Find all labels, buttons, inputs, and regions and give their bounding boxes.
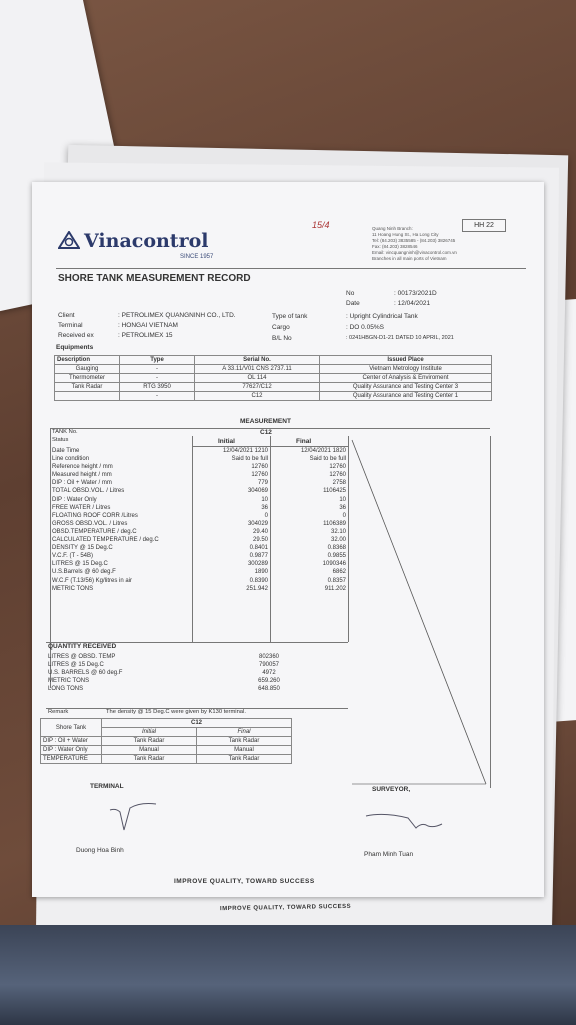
- equipments-row: [55, 365, 492, 374]
- equipments-table: [54, 355, 492, 401]
- quantity-labels: [48, 653, 122, 693]
- bl-label: B/L No: [272, 335, 292, 342]
- equipment-type: -: [120, 365, 195, 374]
- shore-tank-label: Shore Tank: [41, 719, 102, 737]
- equipment-type: -: [120, 392, 195, 401]
- measurement-row-label: CALCULATED TEMPERATURE / deg.C: [52, 537, 159, 544]
- equipments-row: [55, 383, 492, 392]
- quantity-values: [232, 653, 306, 693]
- measurement-row-label: DIP : Oil + Water / mm: [52, 480, 112, 487]
- status-label: Status: [52, 437, 69, 443]
- equipment-issued-place: Quality Assurance and Testing Center 3: [320, 383, 492, 392]
- vinacontrol-logo-icon: [58, 231, 80, 249]
- shore-row-label: TEMPERATURE: [41, 755, 102, 764]
- measurement-initial-value: 779: [257, 480, 268, 487]
- measurement-row-label: V.C.F. (T - 54B): [52, 553, 94, 560]
- no-value: : 00173/2021D: [394, 290, 437, 297]
- shore-row-label: DIP : Oil + Water: [41, 737, 102, 746]
- equipments-heading: Equipments: [56, 344, 94, 351]
- cargo-value: : DO 0.05%S: [346, 324, 384, 331]
- equipments-header-cell: Issued Place: [320, 356, 492, 365]
- equipment-issued-place: Center of Analysis & Enviroment: [320, 374, 492, 383]
- equipments-row: [55, 374, 492, 383]
- no-label: No: [346, 290, 355, 297]
- branch-line: Email: vincquangninh@vinacontrol.com.vn: [372, 250, 457, 255]
- unused-column-cross-lines: [350, 436, 490, 788]
- jeans-background: [0, 925, 576, 1025]
- measurement-initial-value: 36: [261, 504, 268, 511]
- terminal-signature-label: TERMINAL: [90, 783, 124, 790]
- type-label: Type of tank: [272, 313, 308, 320]
- measurement-col-divider-3: [348, 436, 349, 642]
- shore-tank-row: [41, 737, 292, 746]
- shore-row-final: Manual: [197, 746, 292, 755]
- measurement-row-label: FLOATING ROOF CORR /Litres: [52, 512, 138, 519]
- shore-final-header: Final: [197, 728, 292, 737]
- measurement-final-value: 6862: [332, 569, 346, 576]
- shore-row-initial: Tank Radar: [102, 737, 197, 746]
- measurement-final-value: 12/04/2021 1820: [300, 448, 346, 454]
- shore-tank-table: [40, 718, 292, 764]
- equipment-type: -: [120, 374, 195, 383]
- measurement-row-label: Date Time: [52, 448, 80, 454]
- measurement-initial-value: 251.942: [246, 585, 268, 592]
- measurement-final-value: 36: [339, 504, 346, 511]
- equipment-type: RTG 3950: [120, 383, 195, 392]
- measurement-final-value: 2758: [332, 480, 346, 487]
- measurement-initial-value: 0.9877: [249, 553, 268, 560]
- remark-text: The density @ 15 Deg.C were given by K130 terminal.: [106, 709, 246, 715]
- document-title: SHORE TANK MEASUREMENT RECORD: [58, 273, 251, 284]
- shore-row-initial: Tank Radar: [102, 755, 197, 764]
- header-divider: [56, 268, 526, 269]
- measurement-right-border: [490, 436, 491, 788]
- final-header: Final: [296, 438, 312, 445]
- measurement-col-divider-1: [192, 436, 193, 642]
- measurement-final-column: [272, 447, 346, 593]
- measurement-row-label: DENSITY @ 15 Deg.C: [52, 545, 113, 552]
- measurement-row-label: Line condition: [52, 456, 90, 463]
- measurement-initial-value: 304029: [247, 520, 268, 527]
- measurement-initial-value: 0.8390: [249, 577, 268, 584]
- measurement-final-value: 1106389: [323, 520, 346, 527]
- tank-no-value: C12: [260, 429, 272, 436]
- client-label: Client: [58, 312, 75, 319]
- equipments-row: [55, 392, 492, 401]
- surveyor-signature-label: SURVEYOR,: [372, 786, 411, 793]
- measurement-row-label: METRIC TONS: [52, 585, 94, 592]
- equipment-serial: C12: [195, 392, 320, 401]
- measurement-final-value: 0.9855: [327, 553, 346, 560]
- terminal-label: Terminal: [58, 322, 83, 329]
- form-code: HH 22: [462, 219, 506, 232]
- received-value: : PETROLIMEX 15: [118, 332, 173, 339]
- shore-tank-number: C12: [102, 719, 292, 728]
- branch-line: Quang Ninh Branch:: [372, 226, 413, 231]
- since-label: SINCE 1957: [180, 254, 214, 260]
- branch-info: [372, 226, 457, 262]
- shore-tank-header-row: [41, 719, 292, 728]
- measurement-final-value: 12760: [329, 464, 346, 471]
- measurement-final-value: 12760: [329, 472, 346, 479]
- measurement-initial-value: 12760: [251, 472, 268, 479]
- branch-line: Branches in all main ports of Vietnam: [372, 256, 447, 261]
- measurement-initial-value: 29.40: [252, 528, 268, 535]
- shore-tank-row: [41, 755, 292, 764]
- shore-row-initial: Manual: [102, 746, 197, 755]
- quantity-row-label: LITRES @ OBSD. TEMP: [48, 654, 116, 660]
- date-value: : 12/04/2021: [394, 300, 431, 307]
- quantity-row-value: 659.260: [258, 678, 280, 685]
- shore-initial-header: Initial: [102, 728, 197, 737]
- measurement-final-value: 911.202: [324, 585, 346, 592]
- equipment-description: Thermometer: [55, 374, 120, 383]
- quantity-row-label: METRIC TONS: [48, 678, 90, 685]
- equipment-description: Tank Radar: [55, 383, 120, 392]
- shore-row-final: Tank Radar: [197, 737, 292, 746]
- equipments-header-cell: Type: [120, 356, 195, 365]
- brand-name: Vinacontrol: [84, 230, 209, 252]
- measurement-initial-value: 12760: [251, 464, 268, 471]
- measurement-final-value: 10: [339, 496, 346, 503]
- measurement-row-label: W.C.F (T.13/56) Kg/litres in air: [52, 577, 133, 584]
- document-sheet: [32, 182, 544, 897]
- measurement-initial-value: 10: [261, 496, 268, 503]
- quantity-row-label: U.S. BARRELS @ 60 deg.F: [48, 670, 123, 677]
- measurement-row-label: LITRES @ 15 Deg.C: [52, 561, 108, 568]
- equipments-header-cell: Serial No.: [195, 356, 320, 365]
- cargo-label: Cargo: [272, 324, 290, 331]
- measurement-initial-value: 12/04/2021 1210: [222, 448, 268, 454]
- quantity-row-value: 4972: [262, 670, 276, 677]
- quantity-row-value: 648.850: [258, 686, 280, 693]
- measurement-labels: [52, 447, 159, 593]
- measurement-row-label: FREE WATER / Litres: [52, 504, 111, 511]
- terminal-signer-name: Duong Hoa Binh: [76, 847, 124, 854]
- measurement-initial-value: Said to be full: [231, 456, 268, 463]
- quantity-row-value: 790057: [258, 662, 280, 669]
- surveyor-signature: [364, 810, 444, 834]
- measurement-final-value: 0: [342, 512, 346, 519]
- measurement-initial-value: 1890: [254, 569, 268, 576]
- equipments-header-cell: Description: [55, 356, 120, 365]
- equipment-issued-place: Vietnam Metrology Institute: [320, 365, 492, 374]
- measurement-final-value: 1090346: [322, 561, 346, 568]
- terminal-value: : HONGAI VIETNAM: [118, 322, 178, 329]
- shore-row-final: Tank Radar: [197, 755, 292, 764]
- branch-line: Fax: (84.203) 3828546: [372, 244, 418, 249]
- date-label: Date: [346, 300, 360, 307]
- client-value: : PETROLIMEX QUANGNINH CO., LTD.: [118, 312, 236, 319]
- equipment-serial: A 33.11/V01 CNS 2737.11: [195, 365, 320, 374]
- handwritten-initials: 15/4: [312, 220, 330, 230]
- branch-line: 11 Hoang Hung St., Ha Long City: [372, 232, 439, 237]
- quantity-row-label: LONG TONS: [48, 686, 84, 693]
- initial-header: Initial: [218, 438, 235, 445]
- bl-value: : 0241HBGN-D1-21 DATED 10 APRIL, 2021: [346, 335, 454, 341]
- measurement-row-label: DIP : Water Only: [52, 496, 97, 503]
- measurement-final-value: 1106425: [323, 488, 346, 495]
- equipment-description: [55, 392, 120, 401]
- measurement-final-value: 32.00: [330, 537, 346, 544]
- measurement-final-value: 0.8368: [327, 545, 346, 552]
- measurement-row-label: U.S.Barrels @ 60 deg.F: [52, 569, 116, 576]
- terminal-signature: [106, 800, 166, 834]
- measurement-col-divider-2: [270, 436, 271, 642]
- measurement-final-value: Said to be full: [309, 456, 346, 463]
- measurement-initial-value: 0: [264, 512, 268, 519]
- shore-row-label: DIP : Water Only: [41, 746, 102, 755]
- equipment-serial: OL 114: [195, 374, 320, 383]
- surveyor-signer-name: Pham Minh Tuan: [364, 851, 414, 858]
- quantity-row-label: LITRES @ 15 Deg.C: [48, 662, 104, 669]
- measurement-row-label: Reference height / mm: [52, 464, 113, 471]
- branch-line: Tel: (84.203) 3835585 - (84.203) 3826745: [372, 238, 456, 243]
- quantity-received-heading: QUANTITY RECEIVED: [48, 643, 117, 650]
- type-value: : Upright Cylindrical Tank: [346, 313, 418, 320]
- measurement-initial-value: 29.50: [252, 537, 268, 544]
- measurement-final-value: 0.8357: [327, 577, 346, 584]
- brand-logo: [58, 230, 208, 252]
- lower-sheet-footer: IMPROVE QUALITY, TOWARD SUCCESS: [219, 903, 352, 913]
- shore-tank-row: [41, 746, 292, 755]
- measurement-initial-column: [194, 447, 268, 593]
- measurement-row-label: Measured height / mm: [52, 472, 112, 479]
- received-label: Received ex: [58, 332, 94, 339]
- equipment-issued-place: Quality Assurance and Testing Center 1: [320, 392, 492, 401]
- quantity-row-value: 802360: [258, 654, 280, 660]
- document-footer: IMPROVE QUALITY, TOWARD SUCCESS: [174, 878, 315, 885]
- equipment-description: Gauging: [55, 365, 120, 374]
- measurement-row-label: GROSS OBSD.VOL. / Litres: [52, 520, 128, 527]
- measurement-final-value: 32.10: [330, 528, 346, 535]
- measurement-initial-value: 304069: [247, 488, 268, 495]
- measurement-heading: MEASUREMENT: [240, 418, 291, 425]
- remark-label: Remark: [48, 709, 69, 715]
- equipments-header-row: [55, 356, 492, 365]
- measurement-initial-value: 300289: [247, 561, 268, 568]
- equipment-serial: 77627/C12: [195, 383, 320, 392]
- measurement-row-label: TOTAL OBSD.VOL. / Litres: [52, 488, 125, 495]
- measurement-row-label: OBSD.TEMPERATURE / deg.C: [52, 528, 137, 535]
- measurement-initial-value: 0.8401: [249, 545, 268, 552]
- tank-no-label: TANK No.: [52, 429, 78, 435]
